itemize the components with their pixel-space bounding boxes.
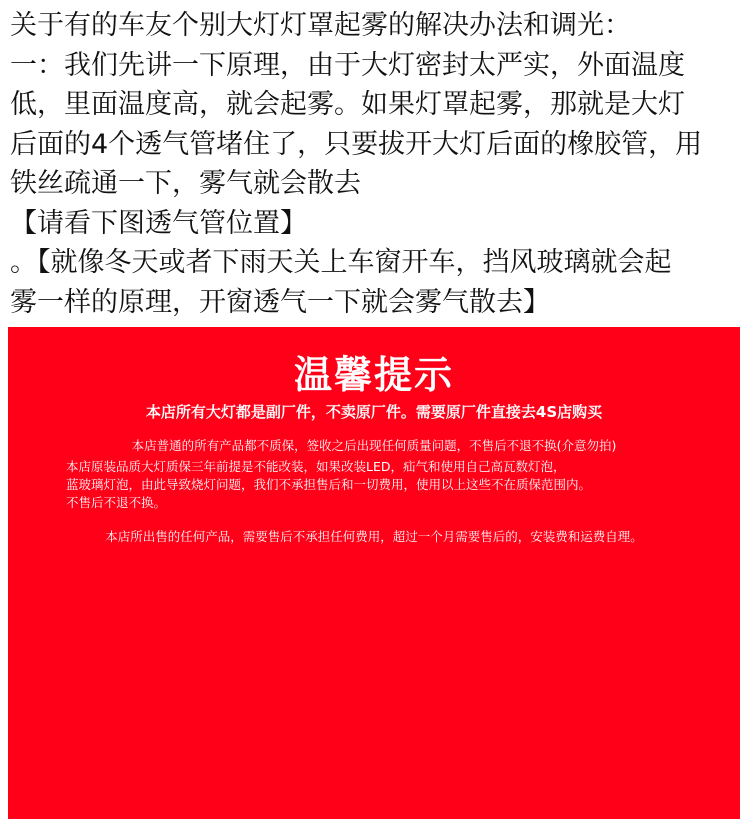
notice-title: 温馨提示	[293, 353, 454, 397]
notice-panel	[8, 327, 740, 819]
intro-line: 【请看下图透气管位置】	[10, 207, 307, 239]
intro-line: 关于有的车友个别大灯灯罩起雾的解决办法和调光：	[10, 10, 631, 41]
intro-line: 。【就像冬天或者下雨天关上车窗开车，挡风玻璃就会起	[10, 247, 672, 278]
notice-line-parts: 本店所有大灯都是副厂件，不卖原厂件。需要原厂件直接去4S店购买	[145, 403, 603, 421]
intro-line: 一：我们先讲一下原理，由于大灯密封太严实，外面温度	[10, 49, 685, 81]
notice-block-line: 不售后不退不换。	[66, 495, 167, 510]
intro-line: 铁丝疏通一下，雾气就会散去	[10, 168, 361, 199]
intro-line: 低，里面温度高，就会起雾。如果灯罩起雾，那就是大灯	[10, 89, 685, 120]
notice-line-aftersale: 本店所出售的任何产品，需要售后不承担任何费用，超过一个月需要售后的，安装费和运费自理。	[105, 529, 643, 544]
notice-line-warranty: 本店普通的所有产品都不质保，签收之后出现任何质量问题，不售后不退不换(介意勿拍)	[131, 438, 617, 453]
intro-text	[0, 0, 750, 322]
intro-line: 雾一样的原理，开窗透气一下就会雾气散去】	[10, 286, 550, 318]
notice-block-original	[66, 458, 726, 512]
notice-block-line: 蓝玻璃灯泡，由此导致烧灯问题，我们不承担售后和一切费用，使用以上这些不在质保范围内。	[66, 477, 592, 492]
intro-line: 后面的4个透气管堵住了，只要拔开大灯后面的橡胶管，用	[10, 128, 703, 160]
notice-block-line: 本店原装品质大灯质保三年前提是不能改装，如果改装LED，疝气和使用自己高瓦数灯泡，	[66, 459, 566, 474]
